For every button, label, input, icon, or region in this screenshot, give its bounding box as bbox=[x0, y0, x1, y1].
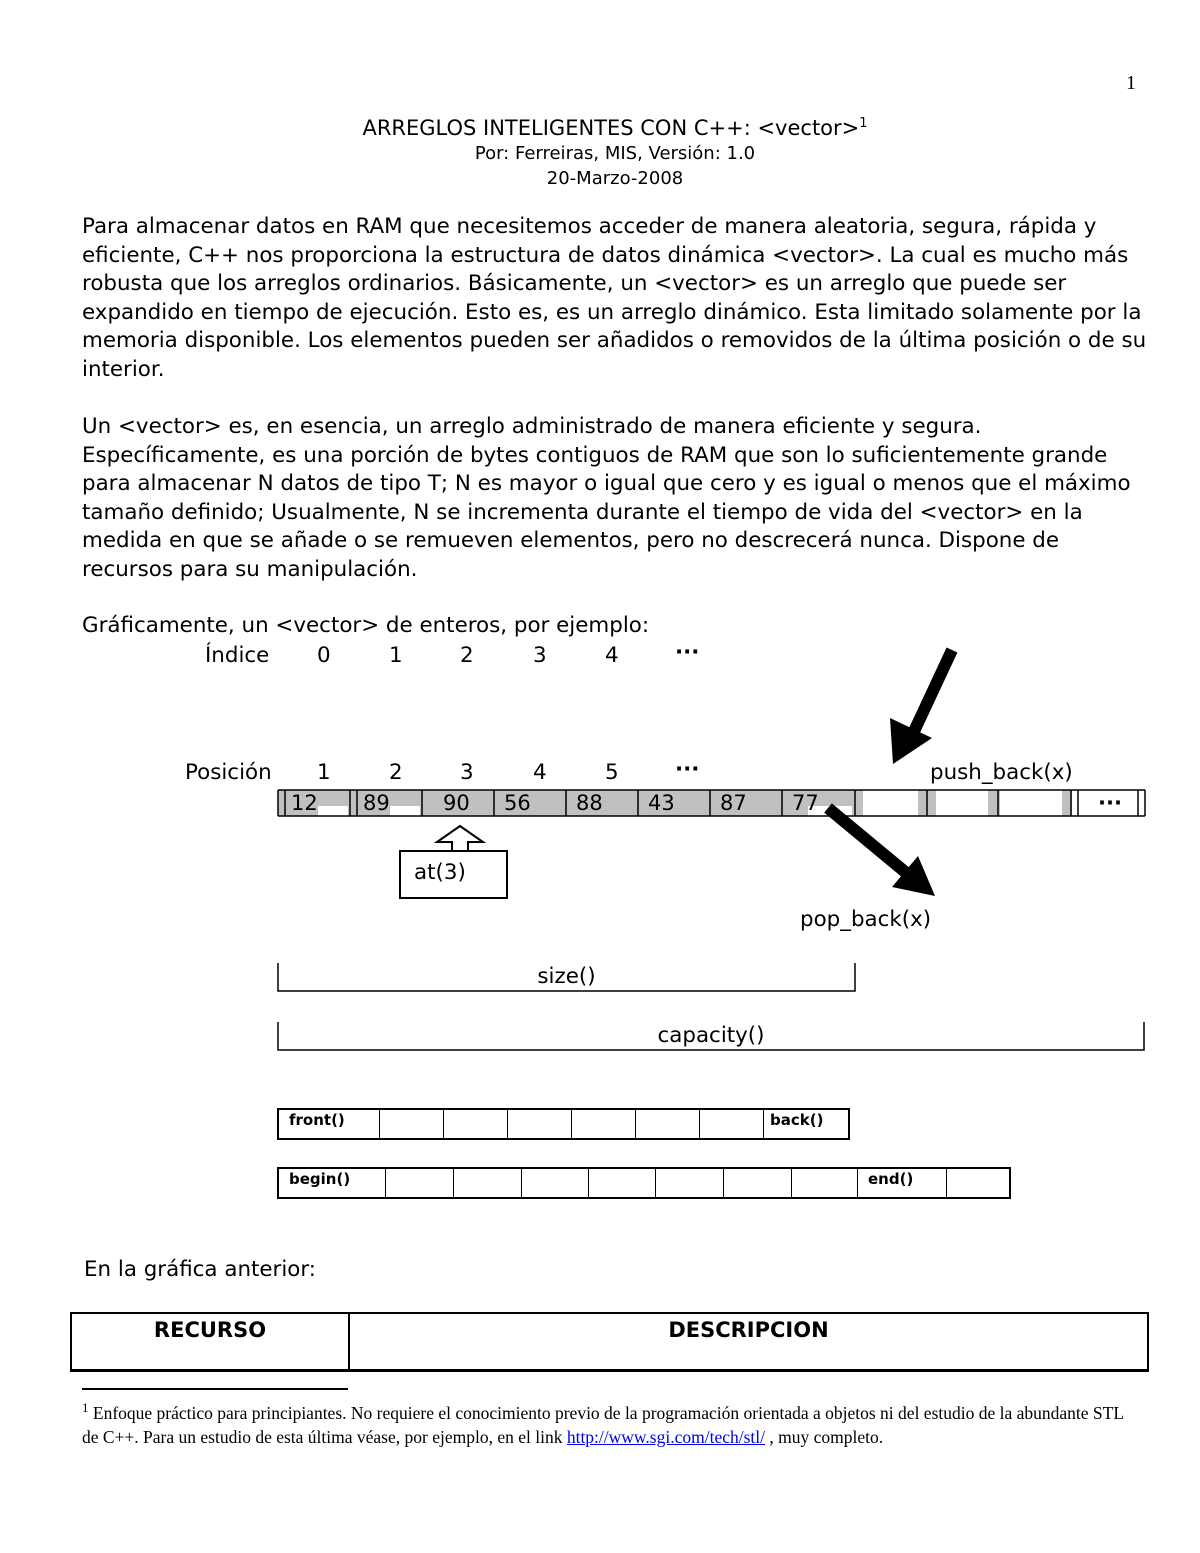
empty-cell bbox=[444, 1110, 508, 1138]
footnote-mark: 1 bbox=[82, 1400, 89, 1415]
position-label: Posición bbox=[185, 760, 272, 785]
footnote-link[interactable]: http://www.sgi.com/tech/stl/ bbox=[566, 1426, 765, 1447]
vector-cells bbox=[278, 790, 1145, 816]
vector-cell: 43 bbox=[648, 791, 675, 815]
vector-cell: 88 bbox=[576, 791, 603, 815]
vector-cell-ellipsis: ··· bbox=[1098, 791, 1122, 815]
pop-back-label: pop_back(x) bbox=[800, 907, 932, 932]
index-value: 4 bbox=[605, 643, 619, 668]
document-author: Por: Ferreiras, MIS, Versión: 1.0 bbox=[474, 143, 756, 164]
empty-cell bbox=[572, 1110, 636, 1138]
vector-cell: 89 bbox=[363, 791, 390, 815]
position-value: 2 bbox=[389, 760, 403, 785]
empty-cell bbox=[700, 1110, 764, 1138]
index-ellipsis: ··· bbox=[675, 640, 700, 665]
size-label: size() bbox=[537, 964, 596, 989]
empty-cell bbox=[792, 1169, 858, 1197]
vector-cell: 90 bbox=[443, 791, 470, 815]
paragraph-definition: Un <vector> es, en esencia, un arreglo administrado de manera eficiente y segura. Específicamente, es una porción de bytes contiguos de RAM que son lo suficientemente grande para almacenar N datos de tipo T; N es mayor o igual que cero y es igual o menos que el máximo tamaño definido; Usualmente, N se incrementa durante el tiempo de vida del <vector> en la medida en que se añade o se remueven elementos, pero no descrecerá nunca. Dispone de recursos para su manipulación. bbox=[82, 414, 1131, 582]
push-back-arrow-shaft bbox=[910, 650, 952, 740]
vector-cell: 87 bbox=[720, 791, 747, 815]
footnote-text-after: , muy completo. bbox=[765, 1426, 884, 1447]
vector-cell: 12 bbox=[291, 791, 318, 815]
empty-cell bbox=[724, 1169, 792, 1197]
page-number: 1 bbox=[1126, 72, 1136, 94]
table-header-descripcion: DESCRIPCION bbox=[668, 1318, 829, 1342]
index-label: Índice bbox=[205, 643, 270, 668]
push-back-label: push_back(x) bbox=[930, 760, 1073, 785]
index-value: 1 bbox=[389, 643, 403, 668]
end-cell: end() bbox=[858, 1169, 947, 1197]
footnote bbox=[82, 1396, 1142, 1449]
empty-cell bbox=[522, 1169, 589, 1197]
after-figure-text: En la gráfica anterior: bbox=[84, 1257, 317, 1282]
at-label: at(3) bbox=[414, 860, 466, 885]
begin-end-row bbox=[277, 1167, 1011, 1199]
vector-cell: 77 bbox=[792, 791, 819, 815]
front-cell: front() bbox=[279, 1110, 380, 1138]
pop-back-arrow-shaft bbox=[828, 808, 910, 876]
front-back-row bbox=[277, 1108, 850, 1140]
index-value: 2 bbox=[460, 643, 474, 668]
back-cell: back() bbox=[770, 1111, 824, 1129]
capacity-label: capacity() bbox=[657, 1023, 765, 1048]
resource-table bbox=[70, 1312, 1149, 1372]
empty-cell bbox=[508, 1110, 572, 1138]
at-arrow bbox=[437, 826, 483, 851]
empty-cell bbox=[636, 1110, 700, 1138]
figure-intro: Gráficamente, un <vector> de enteros, por ejemplo: bbox=[82, 613, 650, 638]
position-value: 5 bbox=[605, 760, 619, 785]
position-value: 3 bbox=[460, 760, 474, 785]
position-ellipsis: ··· bbox=[675, 757, 700, 782]
index-value: 3 bbox=[533, 643, 547, 668]
paragraph-intro: Para almacenar datos en RAM que necesitemos acceder de manera aleatoria, segura, rápida y eficiente, C++ nos proporciona la estructura de datos dinámica <vector>. La cual es mucho más robusta que los arreglos ordinarios. Básicamente, un <vector> es un arreglo que puede ser expandido en tiempo de ejecución. Esto es, es un arreglo dinámico. Esta limitado solamente por la memoria disponible. Los elementos pueden ser añadidos o removidos de la última posición o de su interior. bbox=[82, 214, 1147, 382]
empty-cell bbox=[386, 1169, 454, 1197]
empty-cell bbox=[454, 1169, 522, 1197]
empty-cell bbox=[656, 1169, 724, 1197]
document-date: 20-Marzo-2008 bbox=[546, 168, 684, 189]
position-value: 4 bbox=[533, 760, 547, 785]
begin-cell: begin() bbox=[279, 1169, 386, 1197]
table-header-recurso: RECURSO bbox=[72, 1314, 350, 1369]
vector-cell: 56 bbox=[504, 791, 531, 815]
empty-cell bbox=[589, 1169, 656, 1197]
empty-cell bbox=[947, 1169, 1009, 1197]
footnote-text: Enfoque práctico para principiantes. No requiere el conocimiento previo de la programación orientada a objetos ni del estudio de la abundante STL de C++. Para un estudio de esta última véase, por ejemplo, en el link bbox=[82, 1402, 1124, 1447]
footnote-separator bbox=[82, 1388, 348, 1390]
empty-cell bbox=[380, 1110, 444, 1138]
document-title-text: ARREGLOS INTELIGENTES CON C++: <vector> bbox=[362, 116, 860, 140]
position-value: 1 bbox=[317, 760, 331, 785]
index-value: 0 bbox=[317, 643, 331, 668]
title-footnote-mark: 1 bbox=[859, 116, 868, 131]
